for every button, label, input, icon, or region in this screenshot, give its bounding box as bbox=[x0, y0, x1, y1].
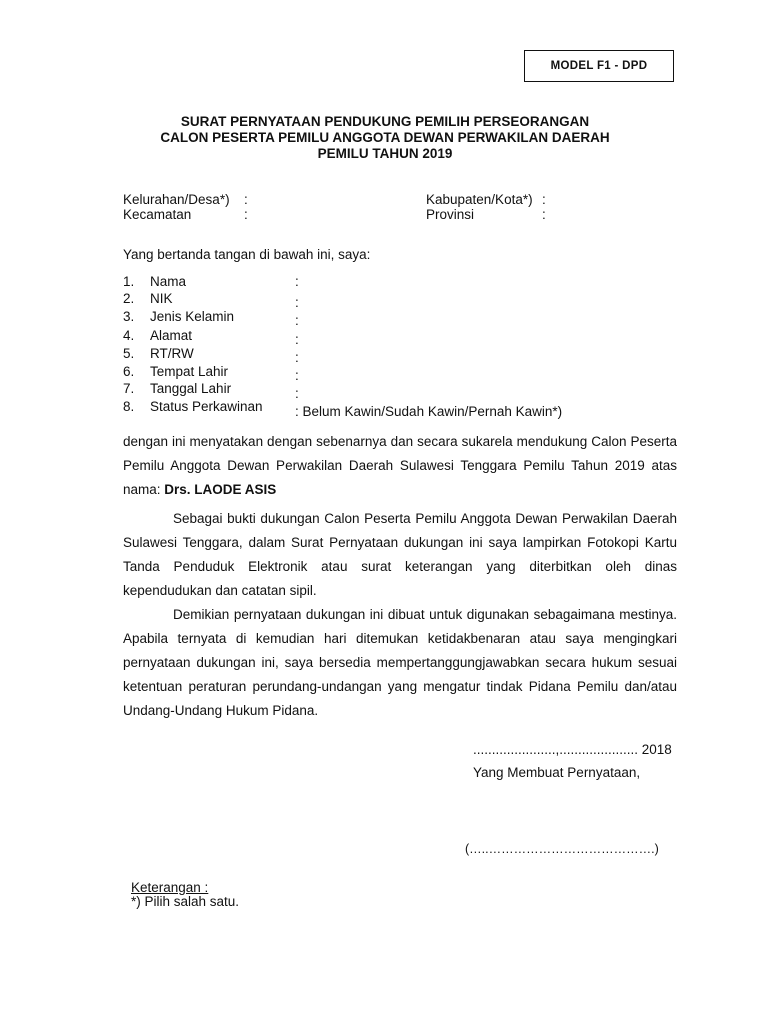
provinsi-label: Provinsi bbox=[426, 207, 475, 222]
kelurahan-colon: : bbox=[244, 192, 248, 207]
field-label-tempat-lahir: Tempat Lahir bbox=[150, 364, 229, 379]
field-value-nik: : bbox=[295, 295, 299, 310]
intro-text: Yang bertanda tangan di bawah ini, saya: bbox=[123, 247, 371, 262]
signatory-title: Yang Membuat Pernyataan, bbox=[473, 765, 641, 780]
field-number: 7. bbox=[123, 381, 135, 396]
statement-paragraph bbox=[123, 430, 677, 502]
field-label-nik: NIK bbox=[150, 291, 173, 306]
field-number: 6. bbox=[123, 364, 135, 379]
field-value-tempat-lahir: : bbox=[295, 368, 299, 383]
title-line-3: PEMILU TAHUN 2019 bbox=[317, 146, 453, 161]
field-value-alamat: : bbox=[295, 332, 299, 347]
field-label-rt-rw: RT/RW bbox=[150, 346, 194, 361]
title-line-1: SURAT PERNYATAAN PENDUKUNG PEMILIH PERSEORANGAN bbox=[180, 114, 590, 129]
paragraph-evidence: Sebagai bukti dukungan Calon Peserta Pemilu Anggota Dewan Perwakilan Daerah Sulawesi Tenggara, dalam Surat Pernyataan dukungan ini saya lampirkan Fotokopi Kartu Tanda Penduduk Elektronik atau surat keterangan yang diterbitkan oleh dinas kependudukan dan catatan sipil. bbox=[123, 511, 677, 598]
date-line: ......................,..................... 2018 bbox=[473, 742, 672, 757]
statement-text: dengan ini menyatakan dengan sebenarnya dan secara sukarela mendukung Calon Peserta Pemilu Anggota Dewan Perwakilan Daerah Sulawesi Tenggara Pemilu Tahun 2019 atas nama: bbox=[123, 434, 677, 497]
field-value-nama: : bbox=[295, 274, 299, 289]
field-value-rt-rw: : bbox=[295, 350, 299, 365]
model-label: MODEL F1 - DPD bbox=[550, 60, 648, 72]
paragraph-closing: Demikian pernyataan dukungan ini dibuat untuk digunakan sebagaimana mestinya. Apabila ternyata di kemudian hari ditemukan ketidakbenaran atau saya mengingkari pernyataan dukungan ini, saya bersedia mempertanggungjawabkan secara hukum sesuai ketentuan peraturan perundang-undangan yang mengatur tindak Pidana Pemilu dan/atau Undang-Undang Hukum Pidana. bbox=[123, 607, 677, 718]
field-value-status-perkawinan: : Belum Kawin/Sudah Kawin/Pernah Kawin*) bbox=[295, 404, 563, 419]
kelurahan-label: Kelurahan/Desa*) bbox=[123, 192, 230, 207]
field-label-alamat: Alamat bbox=[150, 328, 193, 343]
field-value-tanggal-lahir: : bbox=[295, 386, 299, 401]
field-number: 4. bbox=[123, 328, 135, 343]
candidate-name: Drs. LAODE ASIS bbox=[164, 482, 277, 497]
field-number: 8. bbox=[123, 399, 135, 414]
signature-name-line: (…..………………………………….) bbox=[465, 842, 659, 856]
kabupaten-label: Kabupaten/Kota*) bbox=[426, 192, 533, 207]
field-label-jenis-kelamin: Jenis Kelamin bbox=[150, 309, 235, 324]
kecamatan-label: Kecamatan bbox=[123, 207, 192, 222]
kecamatan-colon: : bbox=[244, 207, 248, 222]
notes-item: *) Pilih salah satu. bbox=[131, 894, 240, 909]
model-label-box bbox=[524, 50, 674, 82]
field-label-nama: Nama bbox=[150, 274, 187, 289]
field-number: 5. bbox=[123, 346, 135, 361]
title-line-2: CALON PESERTA PEMILU ANGGOTA DEWAN PERWAKILAN DAERAH bbox=[160, 130, 610, 145]
field-value-jenis-kelamin: : bbox=[295, 313, 299, 328]
notes-title: Keterangan : bbox=[131, 880, 209, 895]
field-label-tanggal-lahir: Tanggal Lahir bbox=[150, 381, 232, 396]
field-number: 3. bbox=[123, 309, 135, 324]
provinsi-colon: : bbox=[542, 207, 546, 222]
field-number: 1. bbox=[123, 274, 135, 289]
field-number: 2. bbox=[123, 291, 135, 306]
field-label-status-perkawinan: Status Perkawinan bbox=[150, 399, 263, 414]
kabupaten-colon: : bbox=[542, 192, 546, 207]
